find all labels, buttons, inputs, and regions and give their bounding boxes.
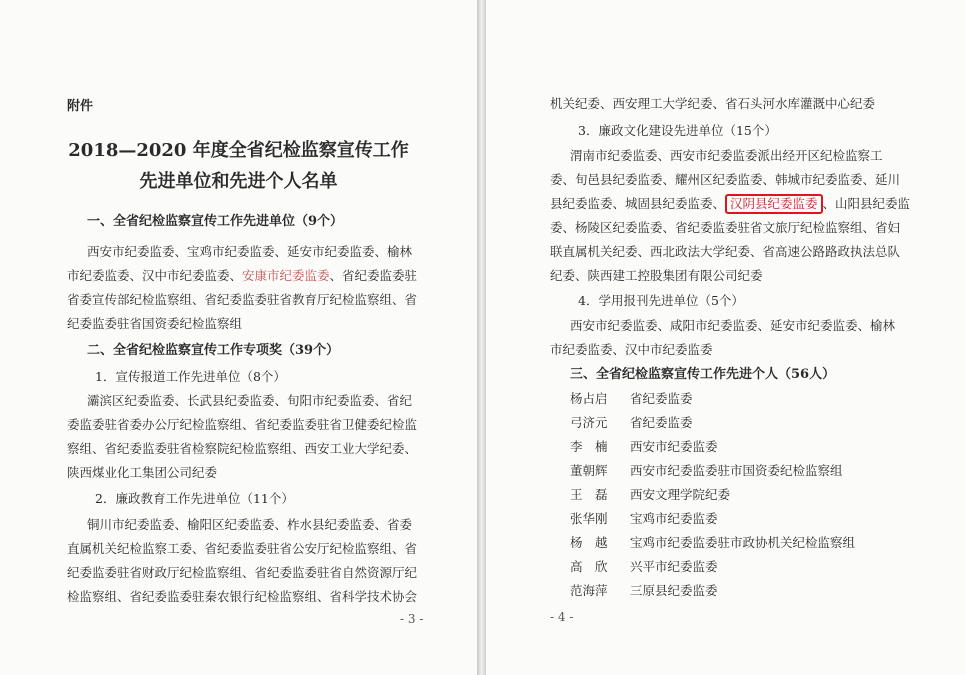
continued-line: 机关纪委、西安理工大学纪委、省石头河水库灌溉中心纪委 xyxy=(550,96,876,111)
document-title-line-2: 先进单位和先进个人名单 xyxy=(139,171,338,192)
person-row xyxy=(570,583,718,599)
section1-heading: 一、全省纪检监察宣传工作先进单位（9个） xyxy=(87,214,344,229)
sub4-heading: 4．学用报刊先进单位（5个） xyxy=(578,293,744,308)
person-org: 兴平市纪委监委 xyxy=(630,559,718,574)
person-org: 宝鸡市纪委监委 xyxy=(630,511,718,526)
person-row xyxy=(570,391,693,407)
sub4-line: 西安市纪委监委、咸阳市纪委监委、延安市纪委监委、榆林 xyxy=(570,318,896,333)
sub3-line: 委、旬邑县纪委监委、耀州区纪委监委、韩城市纪委监委、延川 xyxy=(550,172,901,187)
faded-stamp-text: 安康市纪委监委 xyxy=(242,268,330,283)
sub1-line: 察组、省纪委监委驻省检察院纪检监察组、西安工业大学纪委、 xyxy=(67,441,418,456)
person-org: 西安市纪委监委 xyxy=(630,439,718,454)
sub2-line: 直属机关纪检监察工委、省纪委监委驻省公安厅纪检监察组、省 xyxy=(67,541,418,556)
sub3-heading: 3．廉政文化建设先进单位（15个） xyxy=(578,123,777,138)
sub2-line: 铜川市纪委监委、榆阳区纪委监委、柞水县纪委监委、省委 xyxy=(87,517,413,532)
person-row xyxy=(570,415,693,431)
highlighted-unit-box: 汉阴县纪委监委 xyxy=(725,194,823,214)
person-row xyxy=(570,463,843,479)
person-org: 西安文理学院纪委 xyxy=(630,487,731,502)
section1-line: 纪委监委驻省国资委纪检监察组 xyxy=(67,316,243,331)
page-gutter xyxy=(477,0,486,675)
sub2-heading: 2．廉政教育工作先进单位（11个） xyxy=(95,491,294,506)
attachment-label: 附件 xyxy=(67,99,94,114)
person-row xyxy=(570,535,855,551)
sub2-line: 检监察组、省纪委监委驻秦农银行纪检监察组、省科学技术协会 xyxy=(67,589,418,604)
person-name: 王 磊 xyxy=(570,487,608,502)
person-row xyxy=(570,511,718,527)
section3-heading: 三、全省纪检监察宣传工作先进个人（56人） xyxy=(570,367,836,382)
right-page xyxy=(486,0,965,675)
page-number: - 3 - xyxy=(400,612,424,626)
person-row xyxy=(570,487,730,503)
section2-heading: 二、全省纪检监察宣传工作专项奖（39个） xyxy=(87,343,340,358)
sub3-line: 渭南市纪委监委、西安市纪委监委派出经开区纪检监察工 xyxy=(570,148,883,163)
document-title-line-1: 2018—2020 年度全省纪检监察宣传工作 xyxy=(68,140,409,161)
sub1-line: 陕西煤业化工集团公司纪委 xyxy=(67,465,218,480)
sub4-line: 市纪委监委、汉中市纪委监委 xyxy=(550,342,713,357)
person-row xyxy=(570,439,718,455)
page-number: - 4 - xyxy=(550,610,574,624)
person-org: 宝鸡市纪委监委驻市政协机关纪检监察组 xyxy=(630,535,856,550)
sub1-heading: 1．宣传报道工作先进单位（8个） xyxy=(95,369,286,384)
person-name: 李 楠 xyxy=(570,439,608,454)
person-name: 杨占启 xyxy=(570,391,608,406)
person-name: 范海萍 xyxy=(570,583,608,598)
person-name: 董朝辉 xyxy=(570,463,608,478)
person-org: 省纪委监委 xyxy=(630,391,693,406)
sub3-line: 纪委、陕西建工控股集团有限公司纪委 xyxy=(550,268,763,283)
section1-line: 西安市纪委监委、宝鸡市纪委监委、延安市纪委监委、榆林 xyxy=(87,244,413,259)
person-org: 三原县纪委监委 xyxy=(630,583,718,598)
left-page xyxy=(0,0,477,675)
person-name: 张华刚 xyxy=(570,511,608,526)
person-org: 西安市纪委监委驻市国资委纪检监察组 xyxy=(630,463,843,478)
person-org: 省纪委监委 xyxy=(630,415,693,430)
section1-line: 市纪委监委、汉中市纪委监委、安康市纪委监委、省纪委监委驻 xyxy=(67,268,418,283)
person-name: 杨 越 xyxy=(570,535,608,550)
sub3-line: 县纪委监委、城固县纪委监委、 汉阴县纪委监委 、山阳县纪委监 xyxy=(550,196,910,212)
person-name: 高 欣 xyxy=(570,559,608,574)
sub1-line: 委监委驻省委办公厅纪检监察组、省纪委监委驻省卫健委纪检监 xyxy=(67,417,418,432)
section1-line: 省委宣传部纪检监察组、省纪委监委驻省教育厅纪检监察组、省 xyxy=(67,292,418,307)
person-name: 弓济元 xyxy=(570,415,608,430)
person-row xyxy=(570,559,718,575)
sub2-line: 纪委监委驻省财政厅纪检监察组、省纪委监委驻省自然资源厅纪 xyxy=(67,565,418,580)
sub3-line: 联直属机关纪委、西北政法大学纪委、省高速公路路政执法总队 xyxy=(550,244,901,259)
sub1-line: 灞滨区纪委监委、长武县纪委监委、旬阳市纪委监委、省纪 xyxy=(87,393,413,408)
sub3-line: 委、杨陵区纪委监委、省纪委监委驻省文旅厅纪检监察组、省妇 xyxy=(550,220,901,235)
